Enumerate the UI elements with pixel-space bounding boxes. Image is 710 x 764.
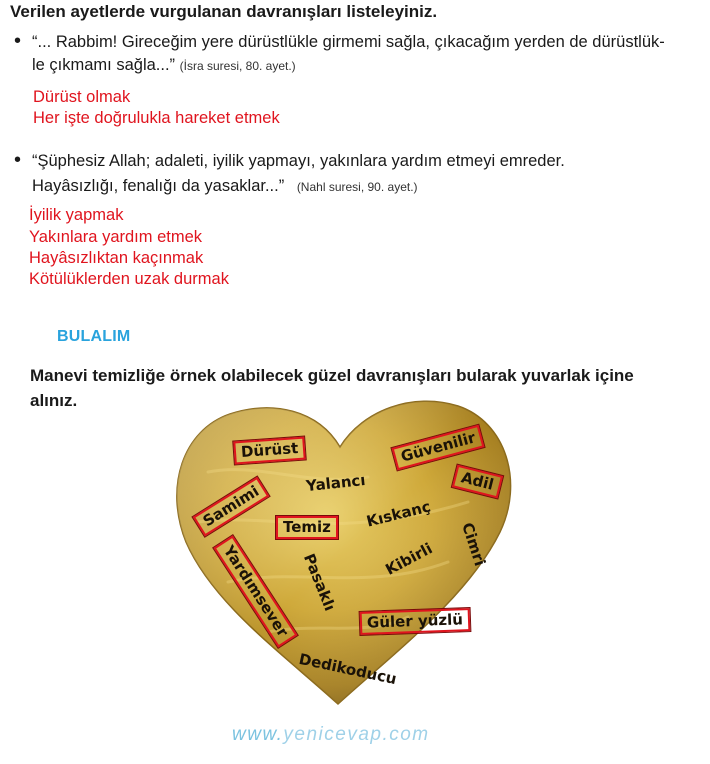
answer-2: Her işte doğrulukla hareket etmek	[33, 109, 280, 127]
word-guler-yuzlu[interactable]: Güler yüzlü	[360, 608, 471, 635]
word-samimi[interactable]: Samimi	[193, 476, 270, 536]
watermark	[232, 724, 430, 746]
answer-3: İyilik yapmak	[29, 206, 124, 224]
watermark-part1: www.	[232, 724, 284, 745]
answer-5: Hayâsızlıktan kaçınmak	[29, 249, 204, 267]
word-durust[interactable]: Dürüst	[233, 437, 306, 465]
answer-1: Dürüst olmak	[33, 88, 131, 106]
word-cimri[interactable]: Cimri	[458, 520, 490, 569]
word-dedikoducu[interactable]: Dedikoducu	[297, 649, 399, 689]
instruction-line2: alınız.	[30, 391, 78, 410]
word-adil[interactable]: Adil	[452, 465, 503, 499]
section-heading: BULALIM	[57, 328, 131, 345]
instruction-line1: Manevi temizliğe örnek olabilecek güzel davranışları bularak yuvarlak içine	[30, 366, 634, 385]
verse2-line2	[32, 177, 418, 196]
word-temiz[interactable]: Temiz	[276, 516, 338, 539]
verse2-reference: (Nahl suresi, 90. ayet.)	[296, 180, 418, 194]
verse1-reference: (İsra suresi, 80. ayet.)	[179, 59, 296, 73]
verse1-line2	[32, 56, 296, 75]
watermark-part2: yenicevap.com	[283, 724, 430, 745]
word-guvenilir[interactable]: Güvenilir	[392, 425, 485, 471]
verse1-line1: “... Rabbim! Gireceğim yere dürüstlükle girmemi sağla, çıkacağım yerden de dürüstlük-	[32, 33, 665, 51]
verse1-text: le çıkmamı sağla...”	[32, 56, 176, 74]
bullet-icon: •	[14, 30, 22, 52]
verse2-text: Hayâsızlığı, fenalığı da yasaklar...”	[32, 177, 285, 195]
heart-puzzle	[168, 392, 518, 710]
word-pasakli[interactable]: Pasaklı	[299, 551, 340, 614]
answer-6: Kötülüklerden uzak durmak	[29, 270, 229, 288]
answer-4: Yakınlara yardım etmek	[29, 228, 203, 246]
bullet-icon: •	[14, 149, 22, 171]
exercise-title: Verilen ayetlerde vurgulanan davranışları listeleyiniz.	[10, 2, 438, 21]
verse2-line1: “Şüphesiz Allah; adaleti, iyilik yapmayı, yakınlara yardım etmeyi emreder.	[32, 152, 565, 170]
word-yalanci[interactable]: Yalancı	[305, 470, 367, 496]
word-kibirli[interactable]: Kibirli	[382, 539, 436, 579]
word-kiskanc[interactable]: Kıskanç	[364, 497, 433, 531]
word-yardimsever[interactable]: Yardımsever	[213, 535, 297, 647]
